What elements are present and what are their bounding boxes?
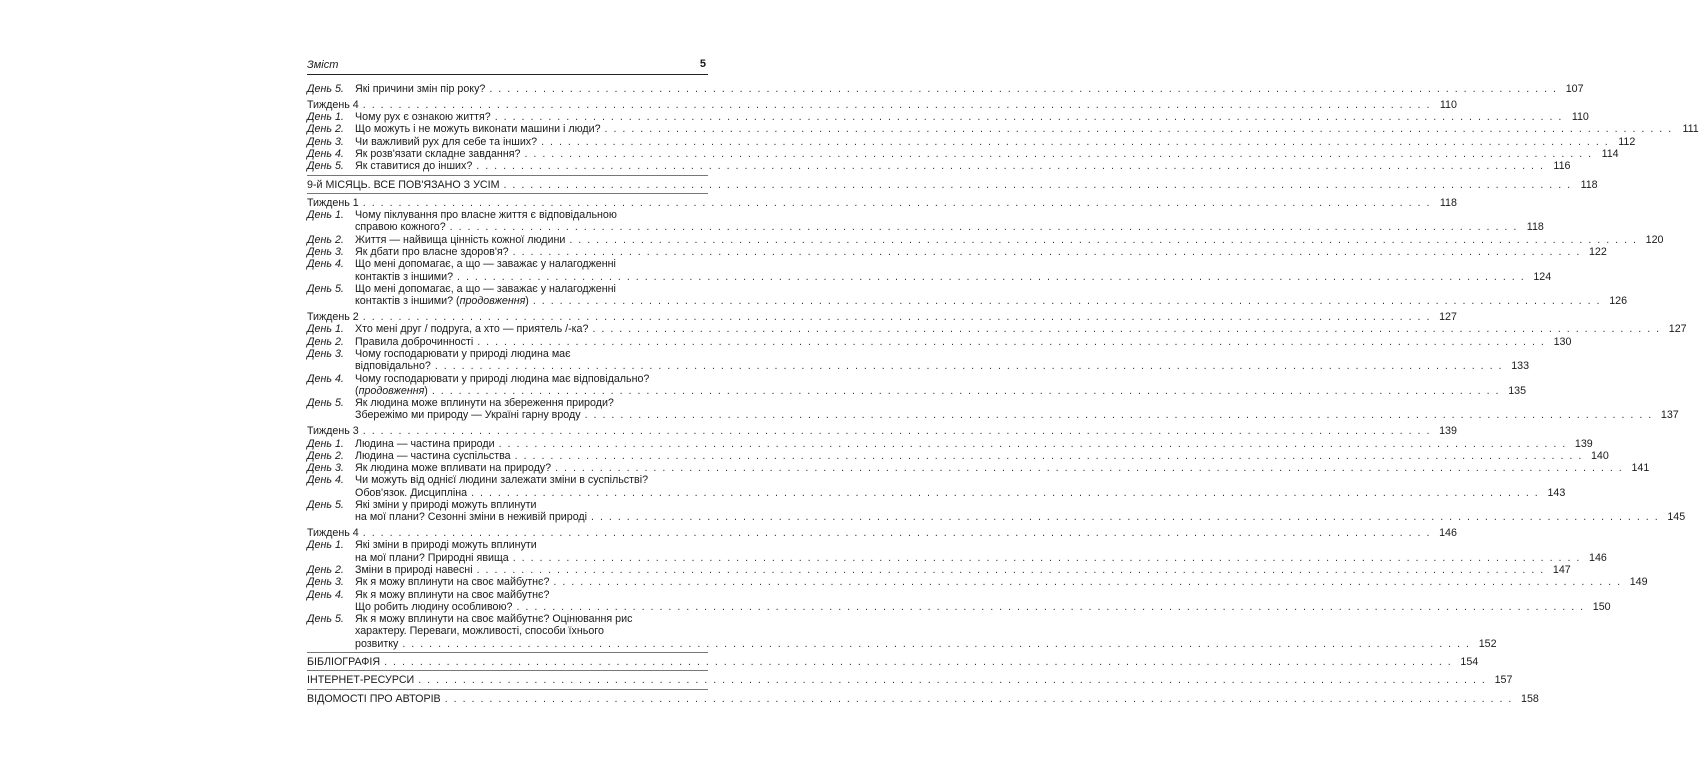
dot-leader: . . . . . . . . . . . . . . . . . . . . . . . . . . . . . . . . . . . . . . . . . . . . . . . . . . . . . . . . . . . . . . . . . . . . . . . . . . . . . . . . . . . . . . . . . . . . . . . . . . . . . . . . . . . . . . . . . . . . . . . . bbox=[591, 511, 1660, 524]
toc-entry-title bbox=[355, 511, 587, 523]
toc-page-number: 133 bbox=[1511, 360, 1530, 373]
table-of-contents bbox=[307, 83, 1699, 705]
toc-entry-text: справою кожного? bbox=[355, 221, 446, 234]
toc-entry-title bbox=[355, 295, 529, 307]
toc-entry-text: Що мені допомагає, а що — заважає у налагодженні bbox=[355, 282, 616, 295]
toc-entry bbox=[307, 656, 1479, 669]
toc-entry bbox=[307, 539, 708, 551]
toc-entry bbox=[307, 295, 1628, 308]
toc-entry bbox=[307, 83, 1584, 95]
toc-entry bbox=[307, 437, 1593, 450]
toc-entry bbox=[307, 637, 1497, 650]
toc-entry bbox=[307, 462, 1650, 475]
toc-entry-text: БІБЛІОГРАФІЯ bbox=[307, 656, 381, 669]
toc-page-number: 110 bbox=[1439, 98, 1457, 111]
dot-leader: . . . . . . . . . . . . . . . . . . . . . . . . . . . . . . . . . . . . . . . . . . . . . . . . . . . . . . . . . . . . . . . . . . . . . . . . . . . . . . . . . . . . . . . . . . . . . . . . . . . . . . . . . . . . . . . . . . . . . . . . bbox=[431, 384, 1501, 397]
toc-page-number: 116 bbox=[1553, 160, 1571, 173]
toc-day-label: День 1. bbox=[307, 539, 344, 552]
toc-entry-title bbox=[355, 323, 588, 335]
toc-entry-text: відповідально? bbox=[355, 360, 431, 373]
toc-entry-text: Тиждень 2 bbox=[307, 311, 359, 324]
toc-entry-title bbox=[307, 674, 414, 686]
dot-leader: . . . . . . . . . . . . . . . . . . . . . . . . . . . . . . . . . . . . . . . . . . . . . . . . . . . . . . . . . . . . . . . . . . . . . . . . . . . . . . . . . . . . . . . . . . . . . . . . . . . . . . . . . . . . . . . . . . . . . . . . bbox=[503, 178, 1572, 191]
toc-entry-title bbox=[355, 397, 614, 409]
toc-entry-title bbox=[355, 564, 473, 576]
dot-leader: . . . . . . . . . . . . . . . . . . . . . . . . . . . . . . . . . . . . . . . . . . . . . . . . . . . . . . . . . . . . . . . . . . . . . . . . . . . . . . . . . . . . . . . . . . . . . . . . . . . . . . . . . . . . . . . . . . . . . . . . bbox=[362, 527, 1431, 540]
toc-entry-text: Зміни в природі навесні bbox=[355, 563, 473, 576]
header-title: Зміст bbox=[307, 59, 339, 71]
toc-page-number: 118 bbox=[1439, 196, 1457, 209]
dot-leader: . . . . . . . . . . . . . . . . . . . . . . . . . . . . . . . . . . . . . . . . . . . . . . . . . . . . . . . . . . . . . . . . . . . . . . . . . . . . . . . . . . . . . . . . . . . . . . . . . . . . . . . . . . . . . . . . . . . . . . . . bbox=[362, 311, 1431, 324]
toc-entry-title bbox=[307, 527, 359, 539]
toc-entry-italic: продовження bbox=[459, 295, 526, 308]
toc-page-number: 152 bbox=[1478, 637, 1497, 650]
toc-entry-text: Чому піклування про власне життя є відповідальною bbox=[355, 209, 617, 222]
toc-entry bbox=[307, 98, 1457, 111]
toc-entry-title bbox=[307, 425, 359, 437]
toc-entry-title bbox=[355, 438, 495, 450]
toc-entry-title bbox=[355, 576, 549, 588]
toc-entry bbox=[307, 692, 1539, 705]
toc-entry-text: Як я можу вплинути на своє майбутнє? bbox=[355, 576, 550, 589]
toc-entry-text: Як дбати про власне здоров'я? bbox=[355, 246, 509, 259]
toc-entry bbox=[307, 373, 708, 385]
toc-entry-title bbox=[355, 234, 565, 246]
toc-entry bbox=[307, 178, 1598, 191]
toc-entry-text: Що можуть і не можуть виконати машини і люди? bbox=[355, 123, 601, 136]
toc-entry-title bbox=[355, 601, 512, 613]
toc-entry-title bbox=[307, 197, 359, 209]
toc-day-label: День 2. bbox=[307, 233, 344, 246]
toc-page-number: 127 bbox=[1439, 311, 1457, 324]
toc-day-label: День 2. bbox=[307, 563, 344, 576]
toc-entry-title bbox=[355, 487, 467, 499]
toc-page-number: 158 bbox=[1521, 692, 1539, 705]
toc-entry-title bbox=[355, 271, 453, 283]
toc-entry-text: контактів з іншими? ( bbox=[355, 295, 460, 308]
toc-page-number: 120 bbox=[1645, 233, 1664, 246]
toc-entry-text: Життя — найвища цінність кожної людини bbox=[355, 233, 566, 246]
dot-leader: . . . . . . . . . . . . . . . . . . . . . . . . . . . . . . . . . . . . . . . . . . . . . . . . . . . . . . . . . . . . . . . . . . . . . . . . . . . . . . . . . . . . . . . . . . . . . . . . . . . . . . . . . . . . . . . . . . . . . . . . bbox=[516, 600, 1585, 613]
toc-entry-title bbox=[307, 656, 380, 668]
toc-entry bbox=[307, 499, 708, 511]
toc-entry-text: Які причини змін пір року? bbox=[355, 83, 486, 95]
dot-leader: . . . . . . . . . . . . . . . . . . . . . . . . . . . . . . . . . . . . . . . . . . . . . . . . . . . . . . . . . . . . . . . . . . . . . . . . . . . . . . . . . . . . . . . . . . . . . . . . . . . . . . . . . . . . . . . . . . . . . . . . bbox=[512, 246, 1581, 259]
toc-day-label: День 2. bbox=[307, 335, 344, 348]
toc-entry-text: Які зміни у природі можуть вплинути bbox=[355, 499, 537, 511]
toc-page-number: 112 bbox=[1618, 135, 1636, 148]
toc-entry bbox=[307, 123, 1699, 136]
toc-entry bbox=[307, 160, 1571, 173]
dot-leader: . . . . . . . . . . . . . . . . . . . . . . . . . . . . . . . . . . . . . . . . . . . . . . . . . . . . . . . . . . . . . . . . . . . . . . . . . . . . . . . . . . . . . . . . . . . . . . . . . . . . . . . . . . . . . . . . . . . . . . . . bbox=[471, 486, 1540, 499]
toc-entry-title bbox=[355, 499, 536, 511]
toc-page-number: 139 bbox=[1574, 437, 1593, 450]
toc-entry bbox=[307, 576, 1648, 589]
toc-entry bbox=[307, 196, 1457, 209]
toc-entry-text: Як ставитися до інших? bbox=[355, 160, 473, 173]
toc-entry bbox=[307, 246, 1607, 259]
toc-page-number: 110 bbox=[1571, 111, 1589, 124]
dot-leader: . . . . . . . . . . . . . . . . . . . . . . . . . . . . . . . . . . . . . . . . . . . . . . . . . . . . . . . . . . . . . . . . . . . . . . . . . . . . . . . . . . . . . . . . . . . . . . . . . . . . . . . . . . . . . . . . . . . . . . . . bbox=[362, 98, 1431, 111]
toc-page-number: 126 bbox=[1609, 295, 1628, 308]
dot-leader: . . . . . . . . . . . . . . . . . . . . . . . . . . . . . . . . . . . . . . . . . . . . . . . . . . . . . . . . . . . . . . . . . . . . . . . . . . . . . . . . . . . . . . . . . . . . . . . . . . . . . . . . . . . . . . . . . . . . . . . . bbox=[524, 147, 1593, 160]
toc-entry-text: контактів з іншими? bbox=[355, 270, 454, 283]
toc-entry bbox=[307, 111, 1589, 124]
toc-entry-title bbox=[307, 179, 499, 191]
dot-leader: . . . . . . . . . . . . . . . . . . . . . . . . . . . . . . . . . . . . . . . . . . . . . . . . . . . . . . . . . . . . . . . . . . . . . . . . . . . . . . . . . . . . . . . . . . . . . . . . . . . . . . . . . . . . . . . . . . . . . . . . bbox=[418, 674, 1487, 687]
toc-entry bbox=[307, 311, 1457, 324]
toc-page-number: 154 bbox=[1460, 656, 1479, 669]
dot-leader: . . . . . . . . . . . . . . . . . . . . . . . . . . . . . . . . . . . . . . . . . . . . . . . . . . . . . . . . . . . . . . . . . . . . . . . . . . . . . . . . . . . . . . . . . . . . . . . . . . . . . . . . . . . . . . . . . . . . . . . . bbox=[477, 335, 1546, 348]
toc-entry-text: Як я можу вплинути на своє майбутнє? bbox=[355, 588, 550, 601]
toc-day-label: День 5. bbox=[307, 613, 344, 626]
dot-leader: . . . . . . . . . . . . . . . . . . . . . . . . . . . . . . . . . . . . . . . . . . . . . . . . . . . . . . . . . . . . . . . . . . . . . . . . . . . . . . . . . . . . . . . . . . . . . . . . . . . . . . . . . . . . . . . . . . . . . . . . bbox=[402, 637, 1471, 650]
toc-entry-text: Що мені допомагає, а що — заважає у налагодженні bbox=[355, 258, 616, 271]
toc-entry bbox=[307, 397, 708, 409]
toc-entry bbox=[307, 625, 708, 637]
dot-leader: . . . . . . . . . . . . . . . . . . . . . . . . . . . . . . . . . . . . . . . . . . . . . . . . . . . . . . . . . . . . . . . . . . . . . . . . . . . . . . . . . . . . . . . . . . . . . . . . . . . . . . . . . . . . . . . . . . . . . . . . bbox=[362, 196, 1431, 209]
toc-entry-title bbox=[355, 246, 509, 258]
toc-page-number: 130 bbox=[1553, 335, 1572, 348]
toc-entry-text: Тиждень 1 bbox=[307, 196, 359, 209]
toc-day-label: День 1. bbox=[307, 437, 344, 450]
toc-entry-title bbox=[307, 693, 441, 705]
toc-entry-title bbox=[355, 373, 649, 385]
toc-page-number: 149 bbox=[1629, 576, 1648, 589]
toc-entry-text: Як я можу вплинути на своє майбутнє? Оцінювання рис bbox=[355, 613, 633, 626]
toc-page-number: 147 bbox=[1552, 563, 1571, 576]
toc-entry bbox=[307, 511, 1686, 524]
toc-page-number: 107 bbox=[1565, 83, 1584, 95]
toc-entry bbox=[307, 613, 708, 625]
toc-day-label: День 5. bbox=[307, 397, 344, 410]
toc-day-label: День 4. bbox=[307, 372, 344, 385]
toc-day-label: День 5. bbox=[307, 282, 344, 295]
toc-page-number: 139 bbox=[1439, 425, 1457, 438]
toc-entry bbox=[307, 425, 1457, 438]
dot-leader: . . . . . . . . . . . . . . . . . . . . . . . . . . . . . . . . . . . . . . . . . . . . . . . . . . . . . . . . . . . . . . . . . . . . . . . . . . . . . . . . . . . . . . . . . . . . . . . . . . . . . . . . . . . . . . . . . . . . . . . . bbox=[449, 221, 1518, 234]
toc-entry bbox=[307, 360, 1530, 373]
toc-entry bbox=[307, 348, 708, 360]
toc-entry-text: Чи важливий рух для себе та інших? bbox=[355, 135, 538, 148]
toc-entry-text: Збережімо ми природу — Україні гарну вроду bbox=[355, 409, 581, 422]
toc-entry bbox=[307, 283, 708, 295]
toc-entry-text: Чому рух є ознакою життя? bbox=[355, 111, 491, 124]
toc-entry bbox=[307, 135, 1636, 148]
dot-leader: . . . . . . . . . . . . . . . . . . . . . . . . . . . . . . . . . . . . . . . . . . . . . . . . . . . . . . . . . . . . . . . . . . . . . . . . . . . . . . . . . . . . . . . . . . . . . . . . . . . . . . . . . . . . . . . . . . . . . . . . bbox=[434, 360, 1504, 373]
toc-entry-text: Які зміни в природі можуть вплинути bbox=[355, 539, 537, 552]
toc-entry-text: характеру. Переваги, можливості, способи їхнього bbox=[355, 625, 604, 638]
toc-day-label: День 1. bbox=[307, 323, 344, 336]
toc-entry-title bbox=[355, 123, 601, 135]
toc-entry bbox=[307, 527, 1457, 540]
dot-leader: . . . . . . . . . . . . . . . . . . . . . . . . . . . . . . . . . . . . . . . . . . . . . . . . . . . . . . . . . . . . . . . . . . . . . . . . . . . . . . . . . . . . . . . . . . . . . . . . . . . . . . . . . . . . . . . . . . . . . . . . bbox=[555, 462, 1624, 475]
toc-page-number: 140 bbox=[1590, 449, 1609, 462]
toc-page-number: 146 bbox=[1589, 551, 1607, 564]
toc-day-label: День 3. bbox=[307, 246, 344, 259]
toc-page-number: 118 bbox=[1580, 178, 1598, 191]
toc-page-number: 143 bbox=[1547, 486, 1566, 499]
toc-entry-text: ( bbox=[355, 384, 359, 397]
toc-day-label: День 5. bbox=[307, 160, 344, 173]
toc-entry-text: на мої плани? Сезонні зміни в неживій природі bbox=[355, 511, 588, 524]
toc-day-label: День 1. bbox=[307, 209, 344, 222]
toc-entry-title bbox=[355, 625, 604, 637]
toc-entry-title bbox=[355, 283, 616, 295]
toc-entry-text-end: ) bbox=[525, 295, 529, 308]
toc-entry bbox=[307, 486, 1566, 499]
toc-entry-text: Тиждень 3 bbox=[307, 425, 359, 438]
dot-leader: . . . . . . . . . . . . . . . . . . . . . . . . . . . . . . . . . . . . . . . . . . . . . . . . . . . . . . . . . . . . . . . . . . . . . . . . . . . . . . . . . . . . . . . . . . . . . . . . . . . . . . . . . . . . . . . . . . . . . . . . bbox=[604, 123, 1673, 136]
toc-entry-title bbox=[355, 409, 581, 421]
toc-entry-title bbox=[355, 111, 491, 123]
toc-entry-title bbox=[355, 589, 549, 601]
toc-page-number: 150 bbox=[1592, 600, 1611, 613]
dot-leader: . . . . . . . . . . . . . . . . . . . . . . . . . . . . . . . . . . . . . . . . . . . . . . . . . . . . . . . . . . . . . . . . . . . . . . . . . . . . . . . . . . . . . . . . . . . . . . . . . . . . . . . . . . . . . . . . . . . . . . . . bbox=[512, 551, 1581, 564]
toc-day-label: День 4. bbox=[307, 588, 344, 601]
toc-page-number: 146 bbox=[1439, 527, 1457, 540]
toc-entry-text: Як людина може вплинути на збереження природи? bbox=[355, 397, 614, 410]
toc-entry bbox=[307, 474, 708, 486]
toc-entry-title bbox=[355, 552, 509, 564]
toc-day-label: День 4. bbox=[307, 147, 344, 160]
toc-entry-text: Людина — частина природи bbox=[355, 437, 495, 450]
toc-entry bbox=[307, 563, 1571, 576]
toc-entry bbox=[307, 384, 1527, 397]
toc-entry-text: на мої плани? Природні явища bbox=[355, 551, 509, 564]
toc-entry bbox=[307, 589, 708, 601]
toc-entry bbox=[307, 600, 1611, 613]
toc-entry-title bbox=[355, 148, 520, 160]
toc-entry bbox=[307, 270, 1552, 283]
toc-entry-title bbox=[355, 136, 537, 148]
dot-leader: . . . . . . . . . . . . . . . . . . . . . . . . . . . . . . . . . . . . . . . . . . . . . . . . . . . . . . . . . . . . . . . . . . . . . . . . . . . . . . . . . . . . . . . . . . . . . . . . . . . . . . . . . . . . . . . . . . . . . . . . bbox=[532, 295, 1602, 308]
toc-entry-text: Тиждень 4 bbox=[307, 527, 359, 540]
dot-leader: . . . . . . . . . . . . . . . . . . . . . . . . . . . . . . . . . . . . . . . . . . . . . . . . . . . . . . . . . . . . . . . . . . . . . . . . . . . . . . . . . . . . . . . . . . . . . . . . . . . . . . . . . . . . . . . . . . . . . . . . bbox=[362, 425, 1431, 438]
toc-entry-text-end: ) bbox=[424, 384, 428, 397]
toc-entry-italic: продовження bbox=[358, 384, 425, 397]
toc-page-number: 157 bbox=[1494, 674, 1513, 687]
toc-entry-text: Людина — частина суспільства bbox=[355, 449, 511, 462]
toc-entry-text: Як розв'язати складне завдання? bbox=[355, 147, 521, 160]
toc-entry-title bbox=[355, 450, 511, 462]
toc-entry bbox=[307, 209, 708, 221]
toc-day-label: День 4. bbox=[307, 474, 344, 487]
dot-leader: . . . . . . . . . . . . . . . . . . . . . . . . . . . . . . . . . . . . . . . . . . . . . . . . . . . . . . . . . . . . . . . . . . . . . . . . . . . . . . . . . . . . . . . . . . . . . . . . . . . . . . . . . . . . . . . . . . . . . . . . bbox=[592, 323, 1661, 336]
toc-entry-text: 9-й МІСЯЦЬ. ВСЕ ПОВ'ЯЗАНО З УСІМ bbox=[307, 178, 500, 191]
toc-entry-title bbox=[355, 613, 632, 625]
toc-page-number: 114 bbox=[1601, 147, 1619, 160]
toc-entry bbox=[307, 233, 1664, 246]
toc-entry-title bbox=[355, 336, 473, 348]
toc-day-label: День 5. bbox=[307, 83, 344, 95]
toc-entry-text: Чи можуть від однієї людини залежати зміни в суспільстві? bbox=[355, 474, 649, 487]
toc-entry-title bbox=[355, 348, 571, 360]
toc-entry bbox=[307, 147, 1619, 160]
toc-entry-text: Що робить людину особливою? bbox=[355, 600, 513, 613]
toc-entry-title bbox=[355, 160, 472, 172]
toc-page-number: 137 bbox=[1660, 409, 1679, 422]
toc-page-number: 124 bbox=[1533, 270, 1552, 283]
toc-entry-title bbox=[355, 360, 431, 372]
toc-entry-title bbox=[307, 311, 359, 323]
toc-day-label: День 5. bbox=[307, 499, 344, 511]
toc-day-label: День 4. bbox=[307, 258, 344, 271]
toc-entry-text: Тиждень 4 bbox=[307, 98, 359, 111]
toc-page-number: 127 bbox=[1668, 323, 1687, 336]
dot-leader: . . . . . . . . . . . . . . . . . . . . . . . . . . . . . . . . . . . . . . . . . . . . . . . . . . . . . . . . . . . . . . . . . . . . . . . . . . . . . . . . . . . . . . . . . . . . . . . . . . . . . . . . . . . . . . . . . . . . . . . . bbox=[553, 576, 1622, 589]
header-page-number: 5 bbox=[699, 58, 706, 70]
toc-day-label: День 3. bbox=[307, 462, 344, 475]
toc-entry-title bbox=[307, 99, 359, 111]
toc-entry-text: розвитку bbox=[355, 637, 399, 650]
toc-page-number: 111 bbox=[1682, 123, 1699, 136]
toc-entry-text: Правила доброчинності bbox=[355, 335, 474, 348]
toc-entry bbox=[307, 323, 1687, 336]
dot-leader: . . . . . . . . . . . . . . . . . . . . . . . . . . . . . . . . . . . . . . . . . . . . . . . . . . . . . . . . . . . . . . . . . . . . . . . . . . . . . . . . . . . . . . . . . . . . . . . . . . . . . . . . . . . . . . . . . . . . . . . . bbox=[498, 437, 1567, 450]
dot-leader: . . . . . . . . . . . . . . . . . . . . . . . . . . . . . . . . . . . . . . . . . . . . . . . . . . . . . . . . . . . . . . . . . . . . . . . . . . . . . . . . . . . . . . . . . . . . . . . . . . . . . . . . . . . . . . . . . . . . . . . . bbox=[494, 111, 1563, 124]
toc-entry-text: Чому господарювати у природі людина має відповідально? bbox=[355, 372, 650, 385]
toc-entry-title bbox=[355, 385, 428, 397]
toc-day-label: День 3. bbox=[307, 135, 344, 148]
toc-page-number: 145 bbox=[1667, 511, 1686, 524]
toc-day-label: День 2. bbox=[307, 123, 344, 136]
toc-day-label: День 3. bbox=[307, 347, 344, 360]
toc-entry-title bbox=[355, 462, 551, 474]
book-page bbox=[307, 0, 1699, 768]
dot-leader: . . . . . . . . . . . . . . . . . . . . . . . . . . . . . . . . . . . . . . . . . . . . . . . . . . . . . . . . . . . . . . . . . . . . . . . . . . . . . . . . . . . . . . . . . . . . . . . . . . . . . . . . . . . . . . . . . . . . . . . . bbox=[584, 409, 1653, 422]
toc-entry-text: Хто мені друг / подруга, а хто — приятель /-ка? bbox=[355, 323, 589, 336]
toc-entry-text: ІНТЕРНЕТ-РЕСУРСИ bbox=[307, 674, 415, 687]
toc-entry-text: Як людина може впливати на природу? bbox=[355, 462, 552, 475]
dot-leader: . . . . . . . . . . . . . . . . . . . . . . . . . . . . . . . . . . . . . . . . . . . . . . . . . . . . . . . . . . . . . . . . . . . . . . . . . . . . . . . . . . . . . . . . . . . . . . . . . . . . . . . . . . . . . . . . . . . . . . . . bbox=[541, 135, 1610, 148]
toc-entry-title bbox=[355, 83, 485, 95]
dot-leader: . . . . . . . . . . . . . . . . . . . . . . . . . . . . . . . . . . . . . . . . . . . . . . . . . . . . . . . . . . . . . . . . . . . . . . . . . . . . . . . . . . . . . . . . . . . . . . . . . . . . . . . . . . . . . . . . . . . . . . . . bbox=[514, 449, 1583, 462]
toc-entry bbox=[307, 221, 1544, 234]
dot-leader: . . . . . . . . . . . . . . . . . . . . . . . . . . . . . . . . . . . . . . . . . . . . . . . . . . . . . . . . . . . . . . . . . . . . . . . . . . . . . . . . . . . . . . . . . . . . . . . . . . . . . . . . . . . . . . . . . . . . . . . . bbox=[569, 233, 1638, 246]
toc-page-number: 141 bbox=[1631, 462, 1650, 475]
toc-entry bbox=[307, 449, 1609, 462]
dot-leader: . . . . . . . . . . . . . . . . . . . . . . . . . . . . . . . . . . . . . . . . . . . . . . . . . . . . . . . . . . . . . . . . . . . . . . . . . . . . . . . . . . . . . . . . . . . . . . . . . . . . . . . . . . . . . . . . . . . . . . . . bbox=[476, 563, 1545, 576]
toc-page-number: 118 bbox=[1526, 221, 1544, 234]
dot-leader: . . . . . . . . . . . . . . . . . . . . . . . . . . . . . . . . . . . . . . . . . . . . . . . . . . . . . . . . . . . . . . . . . . . . . . . . . . . . . . . . . . . . . . . . . . . . . . . . . . . . . . . . . . . . . . . . . . . . . . . . bbox=[384, 656, 1453, 669]
toc-entry-title bbox=[355, 209, 617, 221]
toc-entry bbox=[307, 409, 1679, 422]
toc-entry bbox=[307, 551, 1607, 564]
toc-entry-title bbox=[355, 474, 648, 486]
toc-day-label: День 1. bbox=[307, 111, 344, 124]
toc-day-label: День 2. bbox=[307, 449, 344, 462]
running-header bbox=[307, 58, 708, 75]
toc-entry-title bbox=[355, 539, 537, 551]
toc-entry bbox=[307, 335, 1572, 348]
toc-entry-title bbox=[355, 221, 446, 233]
dot-leader: . . . . . . . . . . . . . . . . . . . . . . . . . . . . . . . . . . . . . . . . . . . . . . . . . . . . . . . . . . . . . . . . . . . . . . . . . . . . . . . . . . . . . . . . . . . . . . . . . . . . . . . . . . . . . . . . . . . . . . . . bbox=[489, 83, 1558, 95]
toc-entry-title bbox=[355, 638, 398, 650]
toc-day-label: День 3. bbox=[307, 576, 344, 589]
toc-entry-text: ВІДОМОСТІ ПРО АВТОРІВ bbox=[307, 692, 441, 705]
toc-page-number: 135 bbox=[1508, 384, 1527, 397]
dot-leader: . . . . . . . . . . . . . . . . . . . . . . . . . . . . . . . . . . . . . . . . . . . . . . . . . . . . . . . . . . . . . . . . . . . . . . . . . . . . . . . . . . . . . . . . . . . . . . . . . . . . . . . . . . . . . . . . . . . . . . . . bbox=[444, 692, 1513, 705]
dot-leader: . . . . . . . . . . . . . . . . . . . . . . . . . . . . . . . . . . . . . . . . . . . . . . . . . . . . . . . . . . . . . . . . . . . . . . . . . . . . . . . . . . . . . . . . . . . . . . . . . . . . . . . . . . . . . . . . . . . . . . . . bbox=[476, 160, 1545, 173]
toc-entry-text: Обов'язок. Дисципліна bbox=[355, 486, 468, 499]
toc-entry bbox=[307, 674, 1513, 687]
toc-entry bbox=[307, 258, 708, 270]
toc-entry-text: Чому господарювати у природі людина має bbox=[355, 347, 571, 360]
toc-entry-title bbox=[355, 258, 616, 270]
toc-page-number: 122 bbox=[1588, 246, 1607, 259]
dot-leader: . . . . . . . . . . . . . . . . . . . . . . . . . . . . . . . . . . . . . . . . . . . . . . . . . . . . . . . . . . . . . . . . . . . . . . . . . . . . . . . . . . . . . . . . . . . . . . . . . . . . . . . . . . . . . . . . . . . . . . . . bbox=[457, 270, 1526, 283]
